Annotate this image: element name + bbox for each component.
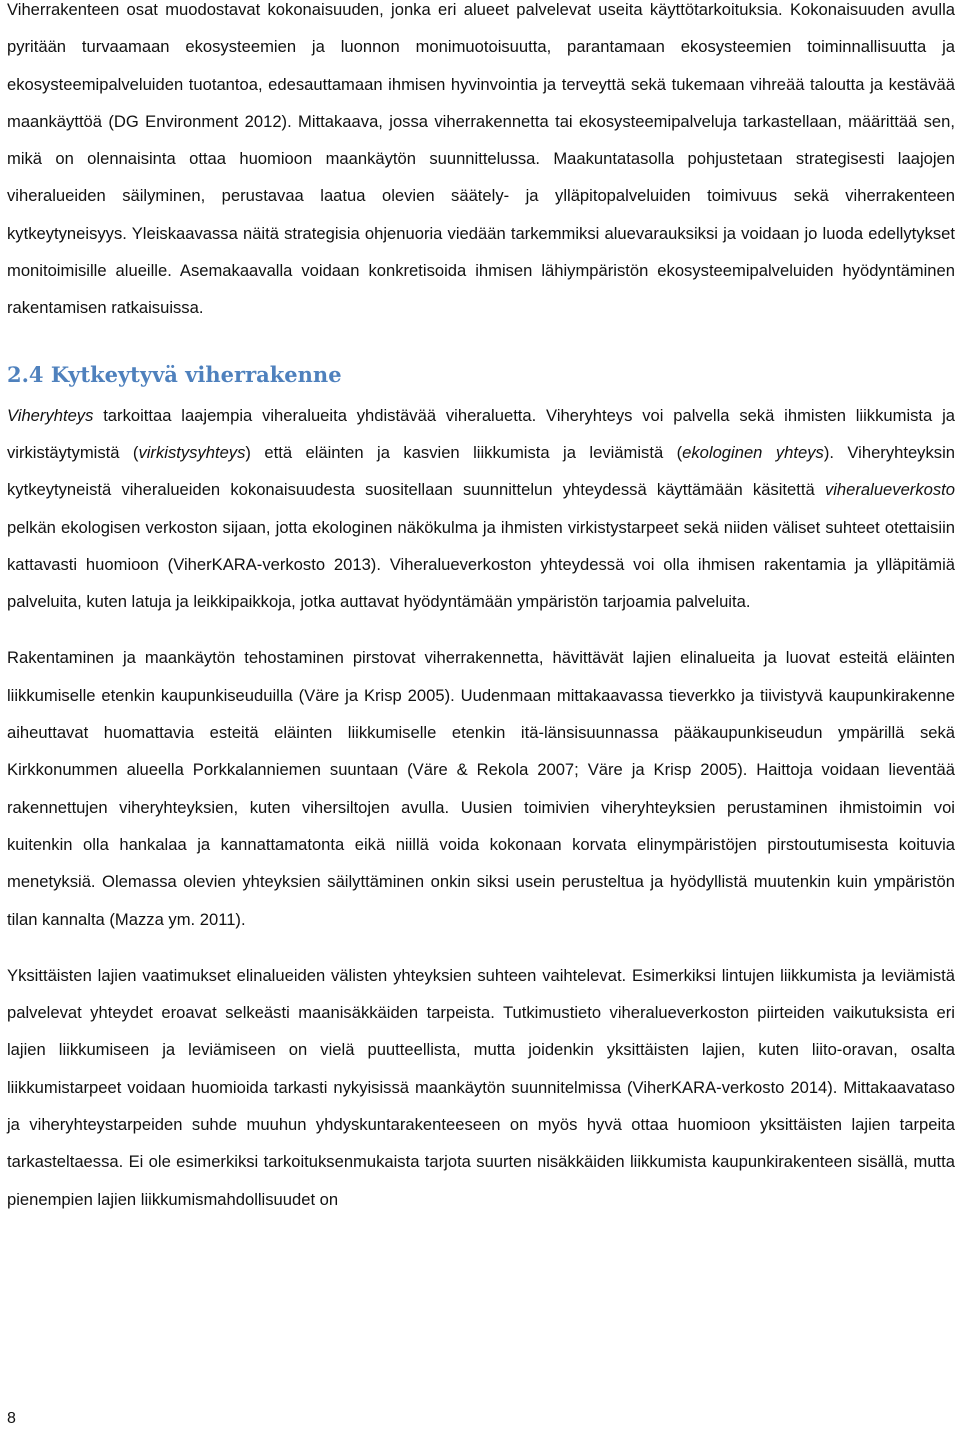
paragraph-viherrakenne-kokonaisuus: Viherrakenteen osat muodostavat kokonaisuuden, jonka eri alueet palvelevat useita käyttötarkoituksia. Kokonaisuuden avulla pyritään turvaamaan ekosysteemien ja luonnon monimuotoisuutta, parantamaan ekosysteemien toiminnallisuutta ja ekosysteemipalveluiden tuotantoa, edesauttamaan ihmisen hyvinvointia ja terveyttä sekä tukemaan vihreää taloutta ja kestävää maankäyttöä (DG Environment 2012). Mittakaava, jossa viherrakennetta tai ekosysteemipalveluja tarkastellaan, määrittää sen, mikä on olennaisinta ottaa huomioon maankäytön suunnittelussa. Maakuntatasolla pohjustetaan strategisesti laajojen viheralueiden säilyminen, perustavaa laatua olevien säätely- ja ylläpitopalveluiden toimivuus sekä viherrakenteen kytkeytyneisyys. Yleiskaavassa näitä strategisia ohjenuoria viedään tarkemmiksi aluevarauksiksi ja voidaan jo luoda edellytykset monitoimisille alueille. Asemakaavalla voidaan konkretisoida ihmisen lähiympäristön ekosysteemipalveluiden hyödyntäminen rakentamisen ratkaisuissa.	[7, 0, 955, 318]
term-ekologinen-yhteys: ekologinen yhteys	[682, 442, 824, 462]
term-virkistysyhteys: virkistysyhteys	[138, 442, 246, 462]
term-viheralueverkosto: viheralueverkosto	[824, 480, 955, 500]
paragraph-rakentaminen: Rakentaminen ja maankäytön tehostaminen pirstovat viherrakennetta, hävittävät lajien elinalueita ja luovat esteitä eläinten liikkumiselle etenkin kaupunkiseuduilla (Väre ja Krisp 2005). Uudenmaan mittakaavassa tieverkko ja tiivistyvä kaupunkirakenne aiheuttavat huomattavia esteitä eläinten liikkumiselle etenkin itä-länsisuunnassa pääkaupunkiseudun ympärillä sekä Kirkkonummen alueella Porkkalanniemen suuntaan (Väre & Rekola 2007; Väre ja Krisp 2005). Haittoja voidaan lieventää rakennettujen viheryhteyksien, kuten vihersiltojen avulla. Uusien toimivien viheryhteyksien perustaminen ihmistoimin voi kuitenkin olla hankalaa ja kannattamatonta eikä niillä voida kokonaan korvata elinympäristöjen pirstoutumisesta koituvia menetyksiä. Olemassa olevien yhteyksien säilyttäminen onkin siksi usein perusteltua ja hyödyllistä muutenkin kuin ympäristön tilan kannalta (Mazza ym. 2011).	[7, 648, 955, 929]
paragraph-yksittaiset-lajit: Yksittäisten lajien vaatimukset elinalueiden välisten yhteyksien suhteen vaihtelevat. Esimerkiksi lintujen liikkumista ja leviämistä palvelevat yhteydet eroavat selkeästi maanisäkkäiden tarpeista. Tutkimustieto viheralueverkoston piirteiden vaikutuksista eri lajien liikkumiseen ja leviämiseen on vielä puutteellista, mutta joidenkin yksittäisten lajien, kuten liito-oravan, osalta liikkumistarpeet voidaan huomioida tarkasti nykyisissä maankäytön suunnitelmissa (ViherKARA-verkosto 2014). Mittakaavataso ja viheryhteystarpeiden suhde muuhun yhdyskuntarakenteeseen on myös hyvä ottaa huomioon yksittäisten lajien tarpeita tarkasteltaessa. Ei ole esimerkiksi tarkoituksenmukaista tarjota suurten nisäkkäiden liikkumista kaupunkirakenteen sisällä, mutta pienempien lajien liikkumismahdollisuudet on	[7, 965, 955, 1209]
page-number: 8	[7, 1410, 16, 1427]
paragraph-viheryhteys	[7, 397, 955, 621]
section-heading	[7, 357, 955, 393]
section-number: 2.4	[7, 361, 44, 387]
paragraph-viheryhteys-text-4: pelkän ekologisen verkoston sijaan, jotta ekologinen näkökulma ja ihmisten virkistystarpeet sekä niiden väliset suhteet otettaisiin kattavasti huomioon (ViherKARA-verkosto 2013). Viheralueverkoston yhteydessä voi olla ihmisen rakentamia ja ylläpitämiä palveluita, kuten latuja ja leikkipaikkoja, jotka auttavat hyödyntämään ympäristön tarjoamia palveluita.	[7, 517, 955, 612]
document-page	[7, 0, 955, 1218]
paragraph-viheryhteys-text-1: tarkoittaa laajempia viheralueita yhdistävää viheraluetta. Viheryhteys voi palvella sekä ihmisten liikkumista ja virkistäytymistä (	[7, 405, 955, 462]
paragraph-viheryhteys-text-3: ). Viheryhteyksin kytkeytyneistä viheralueiden kokonaisuudesta suositellaan suunnittelun yhteydessä käyttämään käsitettä	[7, 442, 955, 500]
paragraph-viheryhteys-text-2: ) että eläinten ja kasvien liikkumista ja leviämistä (	[245, 442, 683, 462]
section-title: Kytkeytyvä viherrakenne	[50, 361, 342, 387]
term-viheryhteys: Viheryhteys	[7, 405, 94, 425]
